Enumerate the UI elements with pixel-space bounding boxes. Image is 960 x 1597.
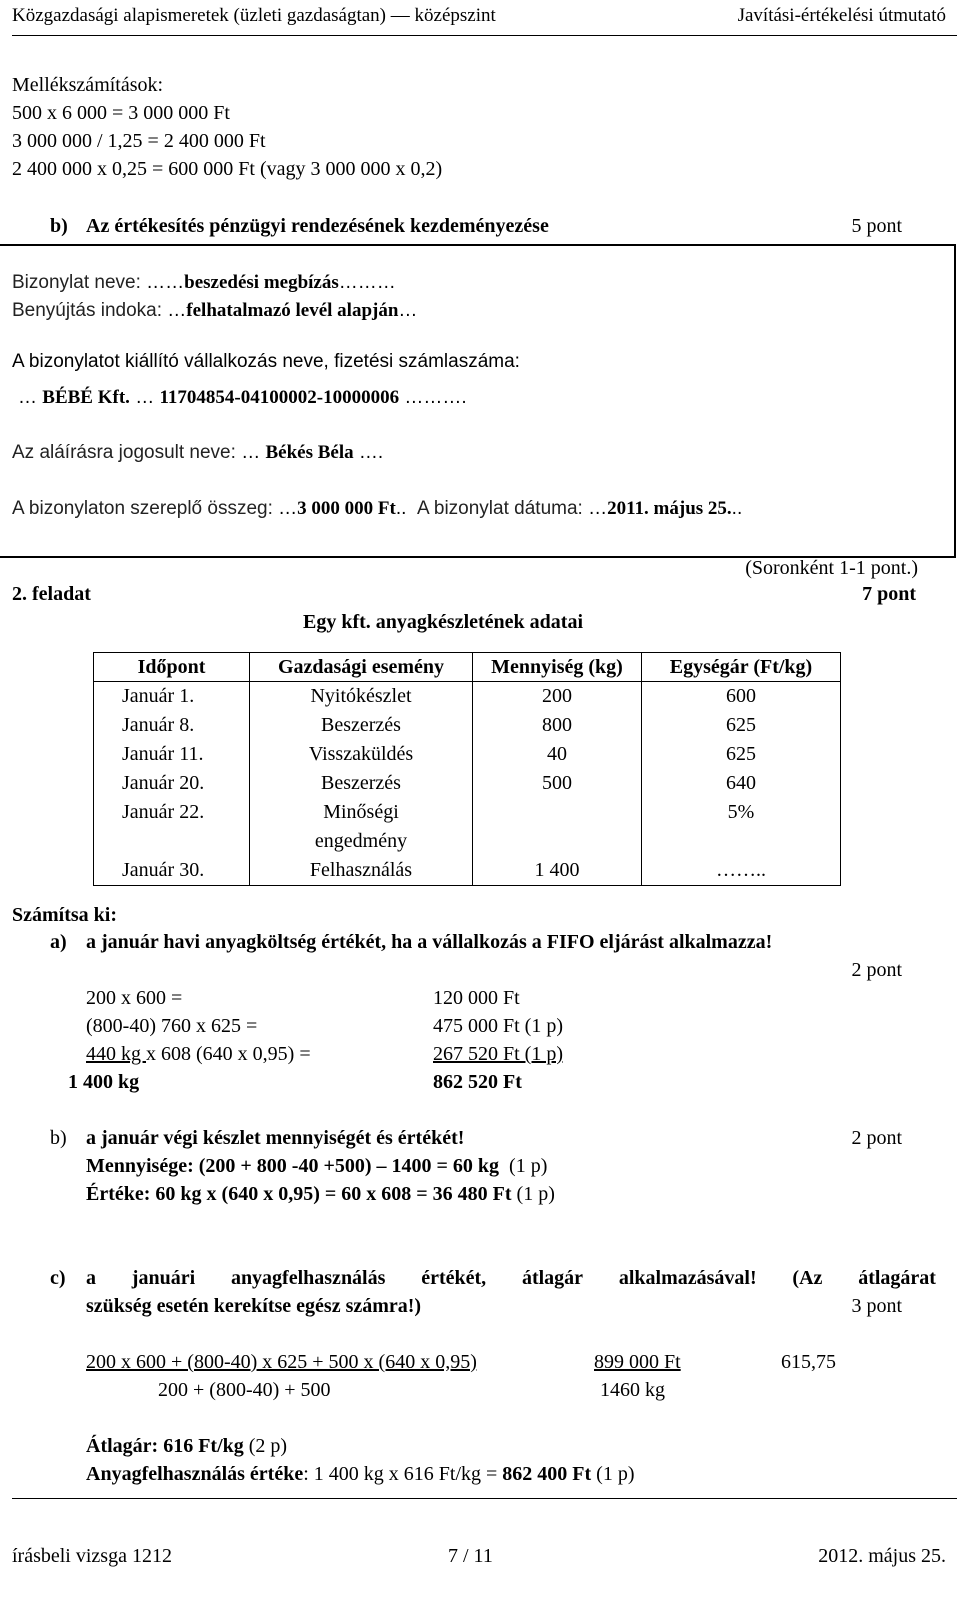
table-cell: 640 — [642, 769, 841, 798]
table-cell: 500 — [473, 769, 642, 798]
footer-exam: írásbeli vizsga 1212 — [12, 1545, 172, 1567]
part-c-word: értékét, — [421, 1267, 487, 1289]
fifo-line-right: 120 000 Ft — [433, 987, 520, 1009]
usage-calc: : 1 400 kg x 616 Ft/kg = — [303, 1463, 503, 1485]
table-cell: 600 — [642, 682, 841, 712]
table-cell: Visszaküldés — [250, 740, 473, 769]
table-header-row — [94, 653, 841, 682]
fifo-line-right: 267 520 Ft (1 p) — [433, 1043, 563, 1065]
part-c-word: a — [86, 1267, 96, 1289]
usage-line — [86, 1462, 635, 1486]
part-b2-label: b) — [50, 1127, 67, 1149]
stock-qty-pts: (1 p) — [509, 1155, 548, 1177]
date-value: 2011. május 25. — [607, 498, 732, 519]
amount-pre: … — [278, 498, 298, 519]
stock-qty: Mennyisége: (200 + 800 -40 +500) – 1400 = 60 kg — [86, 1155, 500, 1177]
table-cell: Január 30. — [94, 856, 250, 886]
side-calc-line: 2 400 000 x 0,25 = 600 000 Ft (vagy 3 000 000 x 0,2) — [12, 158, 443, 180]
avg-numerator-value: 899 000 Ft — [594, 1351, 681, 1373]
compute-title: Számítsa ki: — [12, 904, 117, 926]
part-c-word: alkalmazásával! — [618, 1267, 757, 1289]
header-title: Közgazdasági alapismeretek (üzleti gazdaságtan) — középszint — [12, 5, 496, 26]
amount-row — [12, 497, 742, 521]
stock-value-line — [86, 1182, 555, 1206]
header-rule — [12, 35, 957, 36]
table-row — [94, 856, 841, 886]
date-label: A bizonylat dátuma: — [416, 498, 583, 519]
part-b2-points: 2 pont — [851, 1127, 902, 1149]
avg-denominator: 200 + (800-40) + 500 — [158, 1379, 331, 1401]
doc-name-pre: …… — [146, 272, 185, 293]
table-cell: Felhasználás — [250, 856, 473, 886]
task2-title: 2. feladat — [12, 583, 91, 605]
side-calc-line: 3 000 000 / 1,25 = 2 400 000 Ft — [12, 130, 266, 152]
table-cell: Január 1. — [94, 682, 250, 712]
signer-label: Az aláírásra jogosult neve: — [12, 442, 236, 463]
date-pre: … — [588, 498, 608, 519]
table-row — [94, 711, 841, 740]
issuer-name: BÉBÉ Kft. — [42, 387, 130, 408]
table-cell: Január 22. — [94, 798, 250, 827]
doc-name-row — [12, 271, 396, 295]
table-cell — [94, 827, 250, 856]
table-cell: Beszerzés — [250, 711, 473, 740]
amount-post: .. — [395, 498, 407, 519]
doc-name-label: Bizonylat neve: — [12, 272, 141, 293]
part-c-word: januári — [131, 1267, 196, 1289]
fifo-line-left: 200 x 600 = — [86, 987, 183, 1009]
table-row — [94, 827, 841, 856]
table-cell: engedmény — [250, 827, 473, 856]
table-cell — [642, 827, 841, 856]
part-c-word: anyagfelhasználás — [230, 1267, 386, 1289]
table-cell — [473, 827, 642, 856]
fifo-line-right: 475 000 Ft (1 p) — [433, 1015, 563, 1037]
part-b-points: 5 pont — [851, 215, 902, 237]
usage-value: 862 400 Ft — [502, 1463, 592, 1485]
part-a-points: 2 pont — [851, 959, 902, 981]
per-line-note: (Soronként 1-1 pont.) — [745, 557, 918, 579]
reason-post: … — [398, 300, 418, 321]
signer-post: …. — [358, 442, 384, 463]
fifo-qty: 440 kg — [86, 1043, 146, 1065]
table-title: Egy kft. anyagkészletének adatai — [303, 611, 583, 633]
stock-value-pts: (1 p) — [516, 1183, 555, 1205]
table-cell: Január 20. — [94, 769, 250, 798]
part-c-text — [86, 1266, 936, 1290]
reason-value: felhatalmazó levél alapján — [186, 300, 399, 321]
col-header: Időpont — [94, 653, 250, 682]
part-b2-text: a január végi készlet mennyiségét és értékét! — [86, 1127, 465, 1149]
part-c-word: átlagárat — [858, 1267, 936, 1289]
table-row — [94, 682, 841, 712]
fifo-calc: x 608 (640 x 0,95) = — [146, 1043, 311, 1065]
issuer-mid: … — [135, 387, 155, 408]
col-header: Egységár (Ft/kg) — [642, 653, 841, 682]
reason-row — [12, 299, 417, 323]
avg-price-line — [86, 1434, 287, 1458]
table-cell: 1 400 — [473, 856, 642, 886]
table-cell: 625 — [642, 711, 841, 740]
side-calc-line: 500 x 6 000 = 3 000 000 Ft — [12, 102, 230, 124]
side-calc-title: Mellékszámítások: — [12, 74, 164, 96]
table-cell: Január 8. — [94, 711, 250, 740]
table-row — [94, 740, 841, 769]
col-header: Gazdasági esemény — [250, 653, 473, 682]
part-a-text: a január havi anyagköltség értékét, ha a vállalkozás a FIFO eljárást alkalmazza! — [86, 931, 773, 953]
reason-pre: … — [167, 300, 187, 321]
table-cell: …….. — [642, 856, 841, 886]
fifo-line-left: (800-40) 760 x 625 = — [86, 1015, 258, 1037]
fifo-line-left — [86, 1042, 311, 1066]
part-a-label: a) — [50, 931, 67, 953]
avg-denominator-value: 1460 kg — [600, 1379, 665, 1401]
signer-pre: … — [241, 442, 261, 463]
part-c-word: (Az — [792, 1267, 823, 1289]
issuer-row — [18, 386, 467, 410]
avg-price: Átlagár: 616 Ft/kg — [86, 1435, 244, 1457]
table-cell: 200 — [473, 682, 642, 712]
table-cell: Minőségi — [250, 798, 473, 827]
col-header: Mennyiség (kg) — [473, 653, 642, 682]
task2-points: 7 pont — [862, 583, 916, 605]
signer-row — [12, 441, 383, 465]
part-c-word: átlagár — [521, 1267, 584, 1289]
issuer-label: A bizonylatot kiállító vállalkozás neve, fizetési számlaszáma: — [12, 351, 520, 372]
footer-date: 2012. május 25. — [818, 1545, 946, 1567]
amount-value: 3 000 000 Ft — [297, 498, 396, 519]
table-cell: 625 — [642, 740, 841, 769]
amount-label: A bizonylaton szereplő összeg: — [12, 498, 273, 519]
fifo-total-value: 862 520 Ft — [433, 1071, 522, 1093]
avg-result: 615,75 — [781, 1351, 836, 1373]
stock-qty-line — [86, 1154, 547, 1178]
table-row — [94, 769, 841, 798]
part-b-label: b) — [50, 215, 68, 237]
table-cell: Nyitókészlet — [250, 682, 473, 712]
date-post: .. — [731, 498, 743, 519]
table-cell: Január 11. — [94, 740, 250, 769]
part-c-text2: szükség esetén kerekítse egész számra!) — [86, 1295, 422, 1317]
table-cell: 40 — [473, 740, 642, 769]
header-guide: Javítási-értékelési útmutató — [737, 5, 946, 26]
table-cell: 5% — [642, 798, 841, 827]
usage-pts: (1 p) — [596, 1463, 635, 1485]
issuer-pre: … — [18, 387, 37, 408]
signer-value: Békés Béla — [265, 442, 354, 463]
avg-price-pts: (2 p) — [248, 1435, 288, 1457]
inventory-table — [93, 652, 841, 886]
stock-value: Értéke: 60 kg x (640 x 0,95) = 60 x 608 = 36 480 Ft — [86, 1183, 512, 1205]
part-b-title: Az értékesítés pénzügyi rendezésének kezdeményezése — [86, 215, 549, 237]
doc-name-post: ……… — [338, 272, 396, 293]
fifo-total-qty: 1 400 kg — [68, 1071, 140, 1093]
reason-label: Benyújtás indoka: — [12, 300, 162, 321]
part-c-label: c) — [50, 1267, 66, 1289]
issuer-post: ………. — [404, 387, 467, 408]
issuer-account: 11704854-04100002-10000006 — [159, 387, 400, 408]
doc-name-value: beszedési megbízás — [184, 272, 339, 293]
table-row — [94, 798, 841, 827]
footer-page: 7 / 11 — [448, 1545, 493, 1567]
part-c-points: 3 pont — [851, 1295, 902, 1317]
table-cell: Beszerzés — [250, 769, 473, 798]
avg-numerator: 200 x 600 + (800-40) x 625 + 500 x (640 x 0,95) — [86, 1351, 477, 1373]
table-cell — [473, 798, 642, 827]
table-cell: 800 — [473, 711, 642, 740]
usage-label: Anyagfelhasználás értéke — [86, 1463, 304, 1485]
footer-rule — [12, 1498, 957, 1499]
